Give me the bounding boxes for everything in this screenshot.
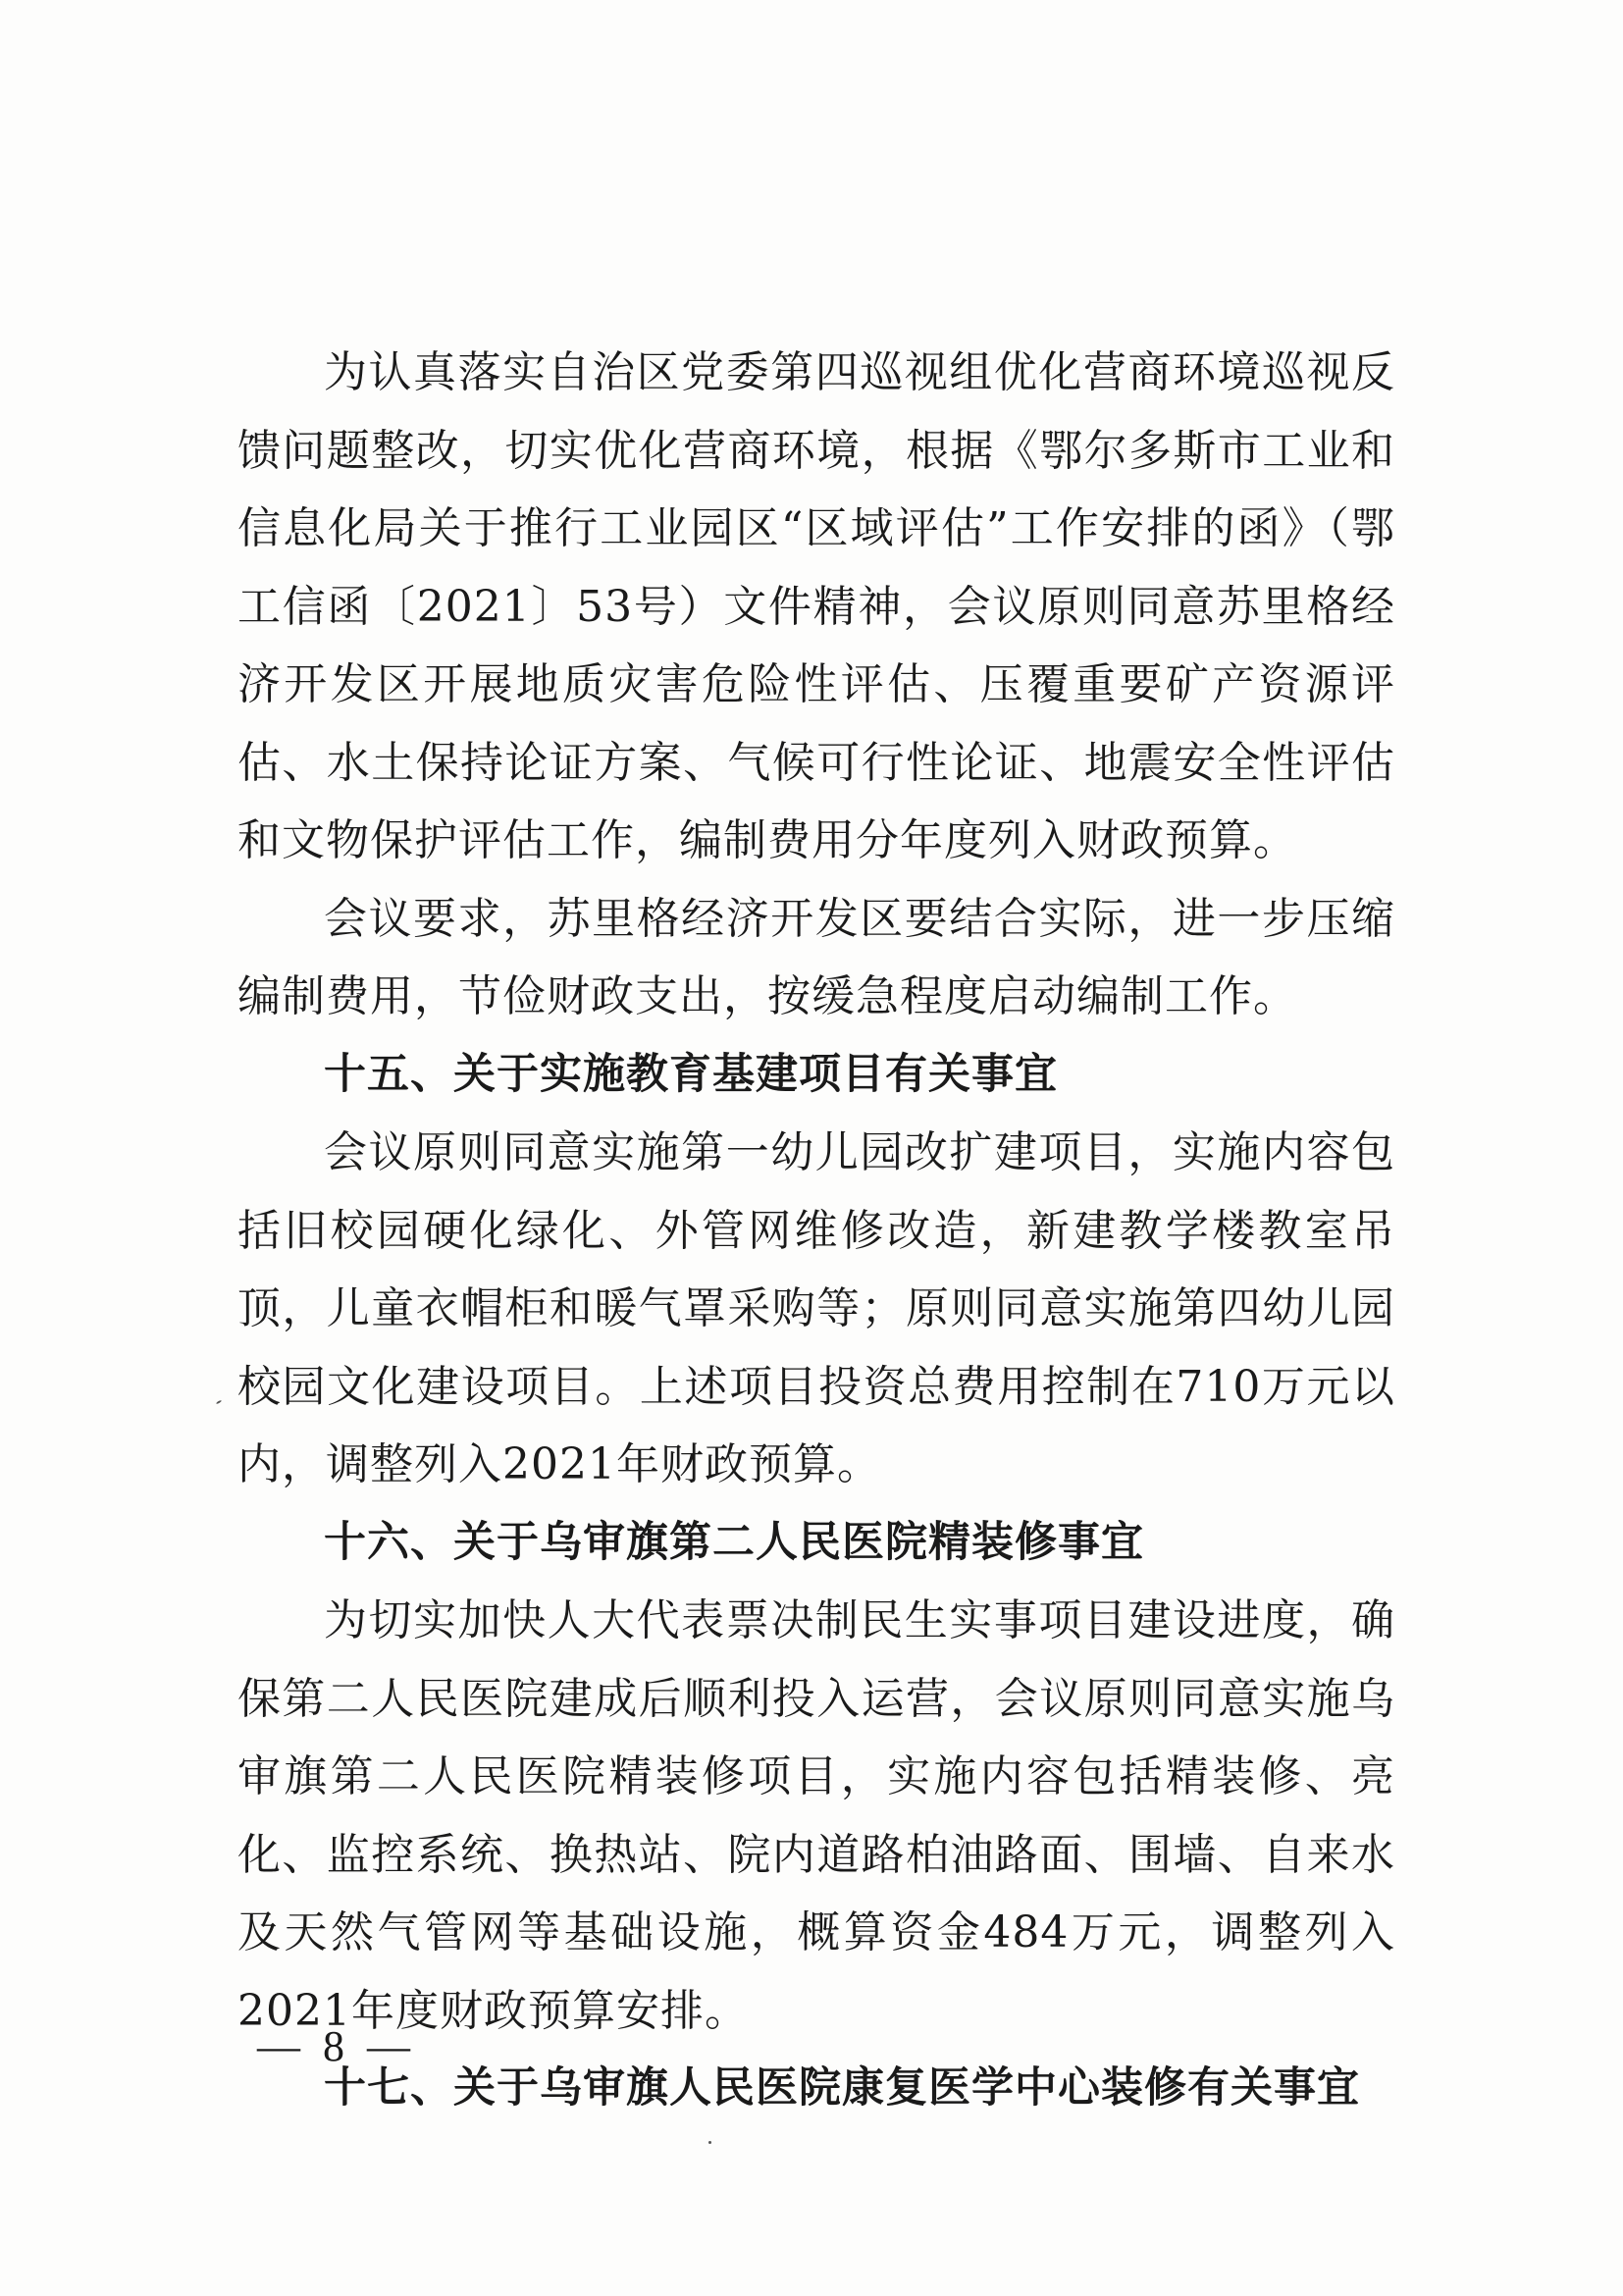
page-number: — 8 — — [257, 2022, 416, 2070]
paragraph-meeting-requirement: 会议要求，苏里格经济开发区要结合实际，进一步压缩编制费用，节俭财政支出，按缓急程度启动编制工作。 — [237, 893, 1395, 1021]
scan-speck — [216, 1400, 222, 1405]
paragraph-hospital-renovation: 为切实加快人大代表票决制民生实事项目建设进度，确保第二人民医院建成后顺利投入运营，会议原则同意实施乌审旗第二人民医院精装修项目，实施内容包括精装修、亮化、监控系统、换热站、院内道路柏油路面、围墙、自来水及天然气管网等基础设施，概算资金484万元，调整列入2021年度财政预算安排。 — [237, 1595, 1395, 2036]
scan-speck — [708, 2141, 711, 2144]
document-body — [237, 334, 1395, 2128]
heading-section-15: 十五、关于实施教育基建项目有关事宜 — [324, 1049, 1058, 1099]
heading-section-16: 十六、关于乌审旗第二人民医院精装修事宜 — [324, 1517, 1144, 1567]
heading-section-17: 十七、关于乌审旗人民医院康复医学中心装修有关事宜 — [324, 2063, 1360, 2113]
paragraph-kindergarten-project: 会议原则同意实施第一幼儿园改扩建项目，实施内容包括旧校园硬化绿化、外管网维修改造，新建教学楼教室吊顶，儿童衣帽柜和暖气罩采购等；原则同意实施第四幼儿园校园文化建设项目。上述项目投资总费用控制在710万元以内，调整列入2021年财政预算。 — [237, 1127, 1395, 1489]
paragraph-regional-assessment: 为认真落实自治区党委第四巡视组优化营商环境巡视反馈问题整改，切实优化营商环境，根据《鄂尔多斯市工业和信息化局关于推行工业园区“区域评估”工作安排的函》（鄂工信函〔2021〕53号）文件精神，会议原则同意苏里格经济开发区开展地质灾害危险性评估、压覆重要矿产资源评估、水土保持论证方案、气候可行性论证、地震安全性评估和文物保护评估工作，编制费用分年度列入财政预算。 — [237, 347, 1395, 865]
